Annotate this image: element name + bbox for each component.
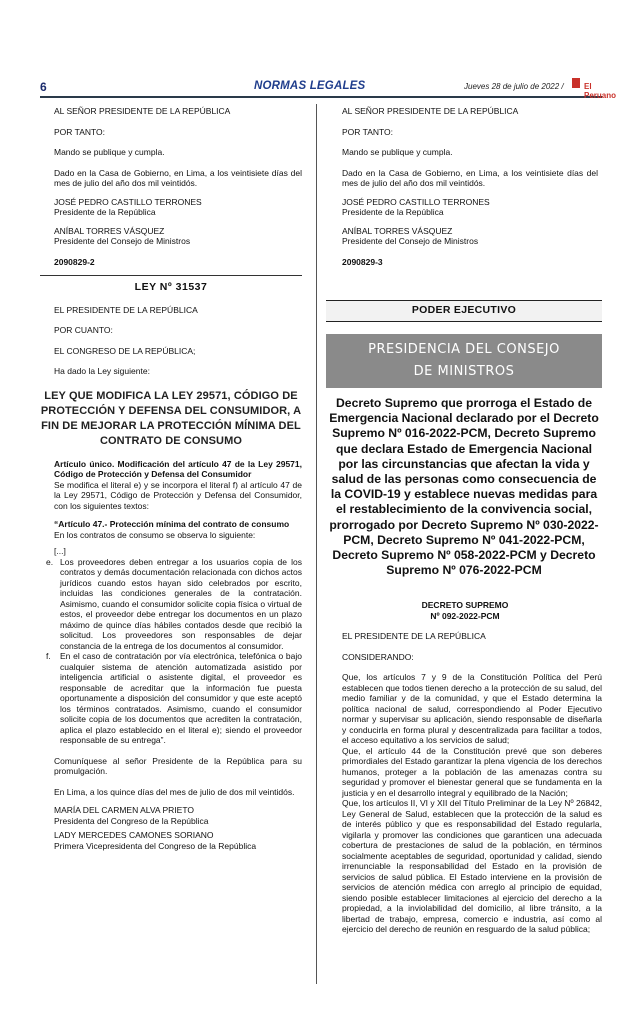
page-number: 6 [40, 80, 47, 94]
el-presidente: EL PRESIDENTE DE LA REPÚBLICA [54, 304, 198, 315]
por-tanto: POR TANTO: [54, 126, 106, 137]
right-column-top [328, 100, 598, 267]
right-column-body [328, 600, 602, 935]
article-heading: Artículo único. Modificación del artículo 47 de la Ley 29571, Código de Protección y Defensa del Consumidor [54, 458, 302, 479]
ministry-banner [326, 334, 602, 388]
considerando-paragraph: Que, los artículos II, VI y XII del Título Preliminar de la Ley Nº 26842, Ley General de Salud, establecen que la protección de la salud es de interés público y que es responsabilidad del Estado regularla, vigilarla y promover las condiciones que garanticen una adecuada cobertura de prestaciones de salud de la población, en términos socialmente aceptables de seguridad, oportunidad y calidad, siendo irrenunciable la responsabilidad del Estado en la provisión de servicios de salud pública. El Estado interviene en la provisión de servicios de atención médica con arreglo al principio de equidad, siendo posible establecer limitaciones al ejercicio del derecho a la propiedad, a la inviolabilidad del domicilio, al libre tránsito, a la libertad de trabajo, empresa, comercio e industria, así como al ejercicio del derecho de reunión en resguardo de la salud pública; [342, 798, 602, 934]
signatory-name: JOSÉ PEDRO CASTILLO TERRONES [54, 196, 202, 207]
el-congreso: EL CONGRESO DE LA REPÚBLICA; [54, 345, 196, 356]
en-lima: En Lima, a los quince días del mes de julio de dos mil veintidós. [54, 786, 295, 797]
article-47-intro: En los contratos de consumo se observa lo siguiente: [54, 529, 256, 540]
law-number: LEY Nº 31537 [134, 281, 208, 293]
document-code: 2090829-2 [54, 256, 95, 267]
signatory-title: Presidente de la República [54, 207, 156, 217]
decree-number: Nº 092-2022-PCM [430, 610, 500, 621]
document-code: 2090829-3 [342, 256, 383, 267]
considerando: CONSIDERANDO: [342, 651, 414, 662]
considerando-paragraph: Que, los artículos 7 y 9 de la Constitución Política del Perú establecen que todos tienen derecho a la protección de su salud, del medio familiar y de la comunidad, y que el Estado determina la política nacional de salud, correspondiendo al Poder Ejecutivo normar y supervisar su aplicación, siendo responsable de diseñarla y conducirla en forma plural y descentralizada para facilitar a todos, el acceso equitativo a los servicios de salud; [342, 672, 602, 745]
column-divider [316, 104, 317, 984]
list-item-text: Los proveedores deben entregar a los usuarios copia de los contratos y demás documentación relacionada con dichos actos jurídicos cuando estos hayan sido celebrados por escrito, incluidas las condiciones generales de la contratación. Asimismo, cuando el consumidor solicite copia física o virtual de estos, el proveedor debe entregar los documentos en un plazo máximo de quince días hábiles contados desde que recibió la solicitud. Los proveedores son responsables de dejar constancia de la entrega de los documentos al consumidor. [60, 556, 302, 651]
decree-label: DECRETO SUPREMO [421, 600, 509, 610]
list-item-f [40, 651, 302, 746]
page-header [40, 80, 617, 100]
ministry-name-line2: DE MINISTROS [413, 364, 515, 379]
ministry-name-line1: PRESIDENCIA DEL CONSEJO [368, 342, 560, 357]
signatory-name: MARÍA DEL CARMEN ALVA PRIETO [54, 805, 194, 815]
por-tanto: POR TANTO: [342, 126, 394, 137]
mando-publique: Mando se publique y cumpla. [342, 147, 453, 157]
signatory-title: Presidente del Consejo de Ministros [54, 236, 191, 246]
ellipsis: [...] [54, 546, 66, 556]
issue-date: Jueves 28 de julio de 2022 / [464, 82, 564, 91]
por-cuanto: POR CUANTO: [54, 325, 113, 335]
article-text: Se modifica el literal e) y se incorpora el literal f) al artículo 47 de la Ley 29571, Código de Protección y Defensa del Consumidor, con los siguientes textos: [54, 479, 302, 511]
list-marker: e. [46, 556, 54, 567]
el-peruano-logo-icon [572, 78, 580, 88]
signatory-name: JOSÉ PEDRO CASTILLO TERRONES [342, 196, 490, 207]
mando-publique: Mando se publique y cumpla. [54, 147, 165, 157]
signatory-name: LADY MERCEDES CAMONES SORIANO [54, 830, 214, 840]
section-band [326, 300, 602, 322]
signatory-name: ANÍBAL TORRES VÁSQUEZ [54, 225, 165, 236]
section-title: PODER EJECUTIVO [411, 304, 517, 316]
el-presidente: EL PRESIDENTE DE LA REPÚBLICA [342, 631, 486, 641]
publication-title: NORMAS LEGALES [254, 80, 366, 92]
decree-title: Decreto Supremo que prorroga el Estado de Emergencia Nacional declarado por el Decreto Supremo Nº 016-2022-PCM, Decreto Supremo que declara Estado de Emergencia Nacional por las circunstancias que afectan la vida y salud de las personas como consecuencia de la COVID-19 y establece nuevas medidas para el restablecimiento de la convivencia social, prorrogado por Decreto Supremo Nº 030-2022-PCM, Decreto Supremo Nº 041-2022-PCM, Decreto Supremo Nº 058-2022-PCM y Decreto Supremo Nº 076-2022-PCM [329, 396, 599, 578]
addressee: AL SEÑOR PRESIDENTE DE LA REPÚBLICA [54, 106, 231, 116]
newspaper-name: El Peruano [584, 82, 617, 100]
separator-rule [40, 275, 302, 276]
ha-dado: Ha dado la Ley siguiente: [54, 366, 150, 376]
list-item-e [40, 557, 302, 652]
signatory-title: Primera Vicepresidenta del Congreso de la República [54, 840, 257, 851]
signatory-title: Presidente del Consejo de Ministros [342, 236, 479, 246]
signatory-name: ANÍBAL TORRES VÁSQUEZ [342, 225, 453, 236]
addressee: AL SEÑOR PRESIDENTE DE LA REPÚBLICA [342, 106, 519, 116]
dado-en-lima: Dado en la Casa de Gobierno, en Lima, a los veintisiete días del mes de julio del año dos mil veintidós. [342, 167, 598, 188]
dado-en-lima: Dado en la Casa de Gobierno, en Lima, a los veintisiete días del mes de julio del año dos mil veintidós. [54, 167, 302, 188]
list-marker: f. [46, 651, 51, 661]
signatory-title: Presidenta del Congreso de la República [54, 815, 209, 826]
list-item-text: En el caso de contratación por vía electrónica, telefónica o bajo cualquier sistema de atención automatizada asistido por inteligencia artificial o asistente digital, el proveedor es responsable de acreditar que la información fue puesta oportunamente a disposición del consumidor y que este aceptó los términos contratados. Asimismo, cuando el consumidor solicite copia de los documentos que acrediten la contratación, aplica el plazo establecido en el literal e); siendo el proveedor responsable de su entrega”. [60, 651, 302, 745]
considerando-paragraph: Que, el artículo 44 de la Constitución prevé que son deberes primordiales del Estado garantizar la plena vigencia de los derechos humanos, proteger a la población de las amenazas contra su seguridad y promover el bienestar general que se fundamenta en la justicia y en el desarrollo integral y equilibrado de la Nación; [342, 745, 602, 798]
law-title: LEY QUE MODIFICA LA LEY 29571, CÓDIGO DE PROTECCIÓN Y DEFENSA DEL CONSUMIDOR, A FIN DE MEJORAR LA PROTECCIÓN MÍNIMA DEL CONTRATO DE CONSUMO [40, 389, 302, 447]
left-column [40, 100, 302, 851]
article-47-heading: “Artículo 47.- Protección mínima del contrato de consumo [54, 519, 290, 529]
signatory-title: Presidente de la República [342, 207, 444, 217]
comuniquese: Comuníquese al señor Presidente de la República para su promulgación. [54, 755, 302, 776]
